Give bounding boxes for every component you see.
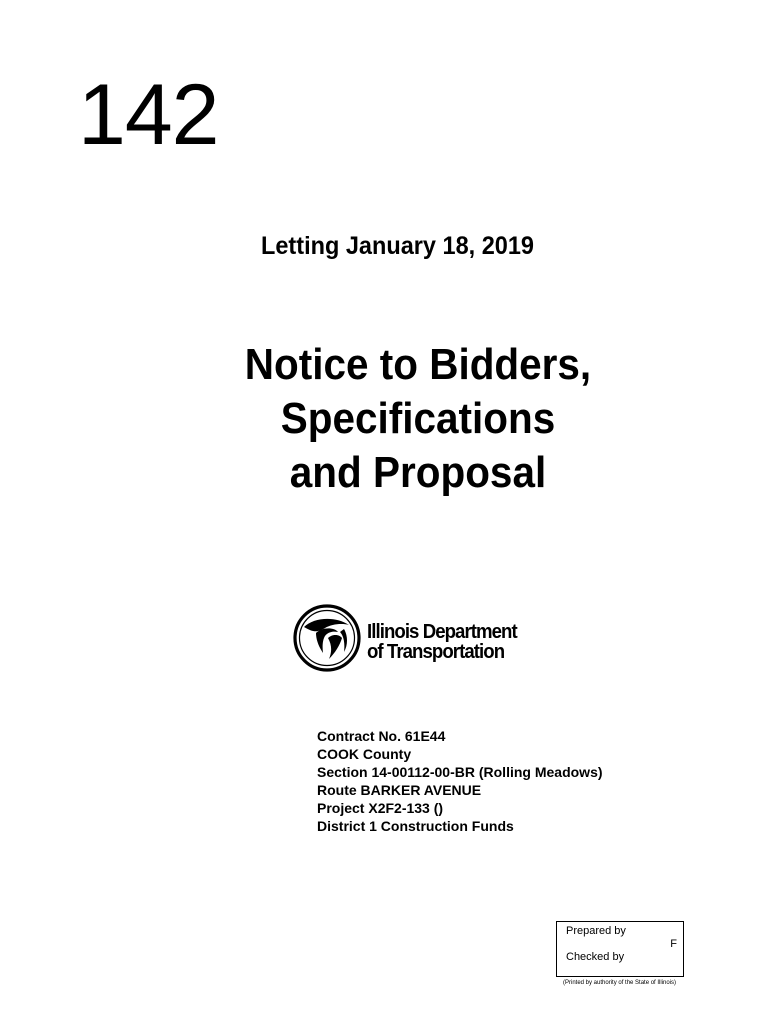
project: Project X2F2-133 () [317,800,444,816]
logo-line-2: of Transportation [367,641,505,663]
prepared-checked-box [556,921,684,977]
idot-emblem-icon [292,603,362,673]
document-title [188,338,648,500]
title-line-1: Notice to Bidders, [244,340,592,389]
section: Section 14-00112-00-BR (Rolling Meadows) [317,764,603,780]
title-line-3: and Proposal [289,448,547,497]
checked-by-label: Checked by [566,951,625,963]
prepared-code: F [670,938,677,950]
prepared-by-label: Prepared by [566,925,626,937]
contract-info [317,727,603,835]
county: COOK County [317,746,412,762]
contract-number: Contract No. 61E44 [317,728,446,744]
funds: District 1 Construction Funds [317,818,514,834]
title-line-2: Specifications [280,394,556,443]
idot-logo-text [367,622,517,662]
route: Route BARKER AVENUE [317,782,482,798]
printed-authority-note: (Printed by authority of the State of Illinois) [563,980,677,986]
logo-line-1: Illinois Department [367,621,517,643]
letting-date: Letting January 18, 2019 [261,232,534,260]
item-number: 142 [78,67,219,163]
idot-logo [292,603,552,675]
